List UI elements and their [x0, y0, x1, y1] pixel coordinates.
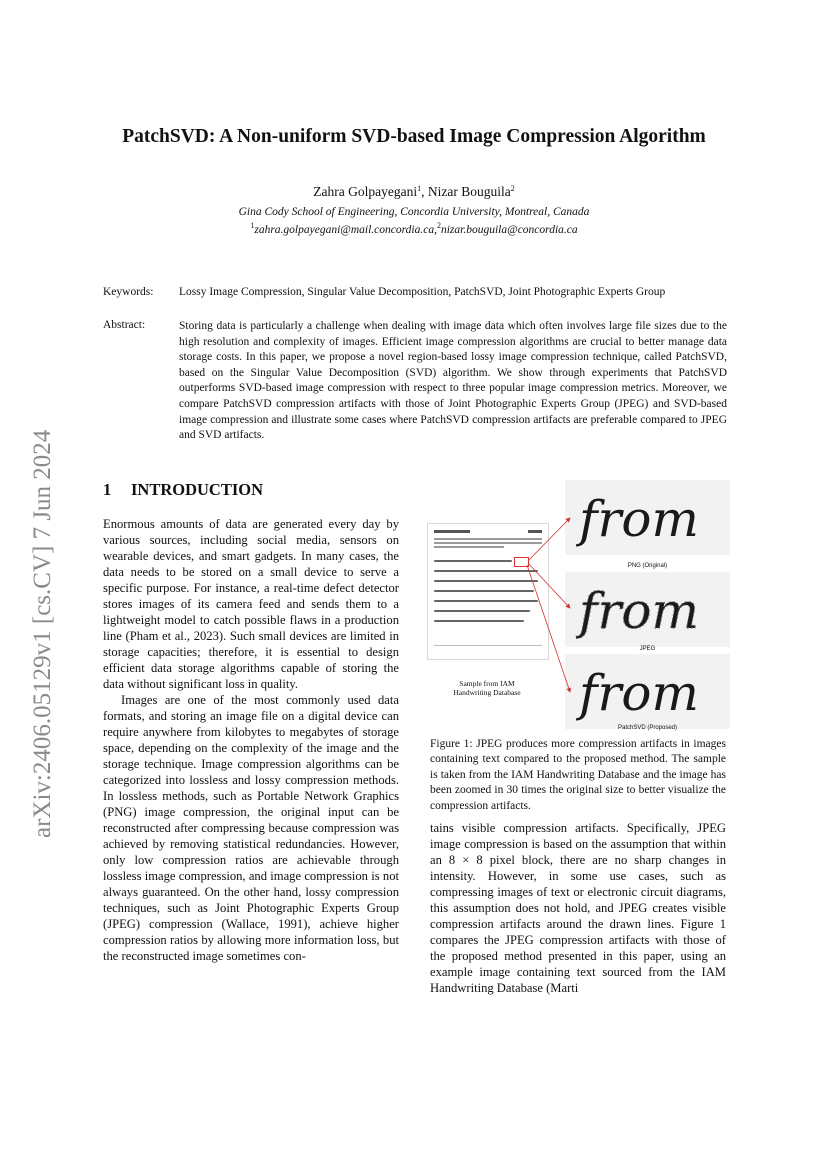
sample-caption-line: Sample from IAM	[459, 679, 515, 688]
keywords-label: Keywords:	[103, 286, 154, 298]
paragraph-text: pixel block, there are no sharp changes in intensity. However, in some use cases, such as compressing images of text or electronic circuit diagrams, this assumption does not hold, and JPEG creates visible compression artifacts around the drawn lines. Figure 1 compares the JPEG compression artifacts with those of the proposed method presented in this paper, using an example image containing text sourced from the IAM Handwriting Database (Marti	[430, 853, 726, 995]
left-column	[103, 516, 399, 964]
author-name: Nizar Bouguila	[427, 184, 511, 199]
arxiv-identifier-stamp	[8, 370, 64, 840]
paper-title: PatchSVD: A Non-uniform SVD-based Image Compression Algorithm	[122, 126, 706, 147]
keywords-text: Lossy Image Compression, Singular Value Decomposition, PatchSVD, Joint Photographic Experts Group	[179, 286, 666, 298]
email-link[interactable]: zahra.golpayegani@mail.concordia.ca,	[254, 224, 437, 236]
patchsvd-panel	[565, 654, 730, 729]
paragraph: Images are one of the most commonly used data formats, and storing an image file on a digital device can require anywhere from kilobytes to megabytes of storage space, depending on the complexity of the image and the storage technique. Image compression algorithms can be categorized into lossless and lossy compression methods. In lossless methods, such as Portable Network Graphics (PNG) image compression, the original input can be reconstructed after compressing because compression was achieved by removing statistical redundancies. However, only low compression ratios are achievable through lossless image compression, and image compression is not always guaranteed. On the other hand, lossy compression techniques, such as Joint Photographic Experts Group (JPEG) compression (Wallace, 1991), achieve higher compression ratios by allowing more information loss, but the reconstructed image sometimes con-	[103, 693, 399, 963]
email-link[interactable]: nizar.bouguila@concordia.ca	[440, 224, 578, 236]
paragraph: Enormous amounts of data are generated every day by various sources, including social media, sensors on wearable devices, and smart gadgets. In many cases, the data needs to be stored on a small device to serve a specific purpose. For instance, a real-time defect detector stores images of its camera feed and sends them to a lightweight model to catch possible flaws in a production line (Pham et al., 2023). Such small devices are limited in storage capacities; therefore, it is essential to design efficient data storage algorithms capable of storing the data without significant loss in quality.	[103, 517, 399, 691]
affiliation: Gina Cody School of Engineering, Concordia University, Montreal, Canada	[238, 206, 590, 218]
section-number: 1	[103, 480, 112, 499]
paragraph	[430, 820, 726, 996]
arxiv-identifier-text: arXiv:2406.05129v1 [cs.CV] 7 Jun 2024	[29, 429, 56, 838]
panel-label: JPEG	[639, 646, 656, 652]
author-separator: ,	[421, 184, 428, 199]
affiliation-marker: 2	[436, 221, 441, 230]
png-original-panel	[565, 480, 730, 555]
section-heading	[103, 480, 263, 500]
abstract-text: Storing data is particularly a challenge when dealing with image data which often involves large file sizes due to the high resolution and complexity of images. Efficient image compression algorithms are crucial to better manage data storage costs. In this paper, we propose a novel region-based lossy image compression technique, called PatchSVD, based on the Singular Value Decomposition (SVD) algorithm. We show through experiments that PatchSVD outperforms SVD-based image compression with respect to three popular image compression metrics. Moreover, we compare PatchSVD compression artifacts with those of Joint Photographic Experts Group (JPEG) and SVD-based image compression and illustrate some cases where PatchSVD compression artifacts are preferable compared to JPEG and SVD artifacts.	[179, 320, 727, 442]
figure-caption: Figure 1: JPEG produces more compression artifacts in images containing text compared to the proposed method. The sample is taken from the IAM Handwriting Database and the image has been zoomed in 30 times the original size to better visualize the compression artifacts.	[430, 738, 726, 812]
figure-1	[425, 478, 730, 731]
paragraph-text: tains visible compression artifacts. Specifically, JPEG image compression is based on the assumption that within an	[430, 821, 726, 867]
zoomed-word: from	[579, 490, 699, 548]
math-expression: 8 × 8	[448, 853, 483, 867]
author-name: Zahra Golpayegani	[313, 184, 418, 199]
highlight-box	[514, 557, 529, 567]
handwriting-sample-image	[427, 523, 549, 660]
zoomed-word: from	[579, 664, 699, 722]
section-title: INTRODUCTION	[131, 480, 264, 499]
affiliation-marker: 1	[417, 184, 422, 193]
author-emails	[60, 221, 768, 236]
right-column	[430, 820, 726, 996]
jpeg-panel	[565, 572, 730, 647]
abstract-label: Abstract:	[103, 319, 146, 331]
panel-label: PatchSVD (Proposed)	[617, 725, 678, 731]
panel-label: PNG (Original)	[627, 563, 668, 569]
sample-caption	[427, 679, 547, 697]
affiliation-marker: 1	[250, 221, 255, 230]
author-list	[60, 184, 768, 200]
zoomed-word: from	[579, 582, 699, 640]
affiliation-marker: 2	[510, 184, 515, 193]
sample-caption-line: Handwriting Database	[453, 688, 521, 697]
